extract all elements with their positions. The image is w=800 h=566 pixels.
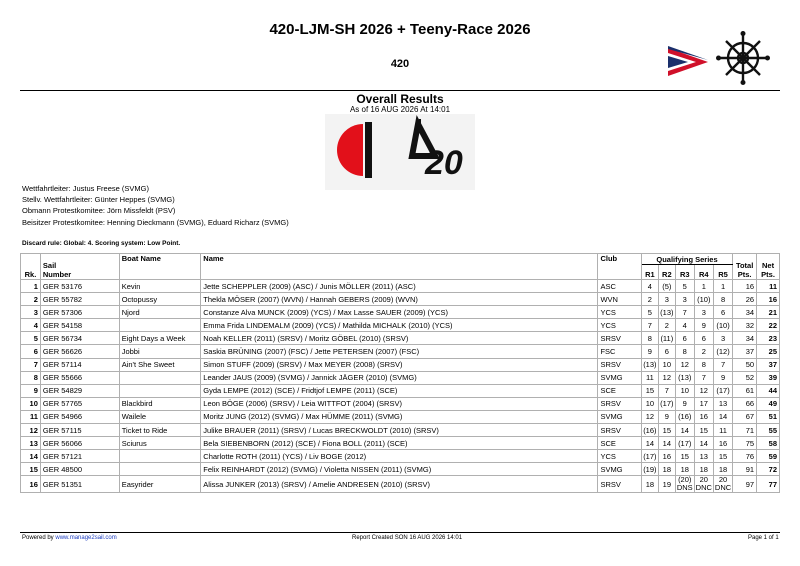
net-points-header: Net Pts. — [757, 254, 780, 280]
club-cell: YCS — [598, 319, 641, 332]
name-cell: Gyda LEMPE (2012) (SCE) / Fridtjof LEMPE (2011) (SCE) — [201, 384, 598, 397]
race-score-cell: 13 — [713, 397, 732, 410]
name-header: Name — [201, 254, 598, 280]
name-cell: Moritz JUNG (2012) (SVMG) / Max HÜMME (2011) (SVMG) — [201, 410, 598, 423]
results-heading: Overall Results — [356, 92, 444, 106]
race-score-cell: 8 — [694, 358, 713, 371]
sail-number-cell: GER 53176 — [40, 280, 119, 293]
race-score-cell: 4 — [675, 319, 694, 332]
sail-number-cell: GER 56734 — [40, 332, 119, 345]
boat-name-cell — [119, 371, 201, 384]
race-score-cell: 20 DNC — [714, 475, 732, 493]
total-points-cell: 26 — [733, 293, 757, 306]
name-cell: Charlotte ROTH (2011) (YCS) / Liv BOGE (2012) — [201, 450, 598, 463]
name-cell: Constanze Alva MUNCK (2009) (YCS) / Max Lasse SAUER (2009) (YCS) — [201, 306, 598, 319]
club-burgee-flag-icon — [668, 46, 710, 76]
results-table — [20, 253, 780, 493]
boat-name-cell: Eight Days a Week — [119, 332, 201, 345]
race-score-cell: 15 — [713, 450, 732, 463]
race-score-cell: 14 — [658, 437, 675, 450]
total-points-cell: 52 — [733, 371, 757, 384]
race-score-cell: (12) — [713, 345, 732, 358]
table-row — [21, 345, 780, 358]
boat-name-cell — [119, 319, 201, 332]
race-score-cell: 1 — [713, 280, 732, 293]
boat-name-cell: Blackbird — [119, 397, 201, 410]
race-score-cell: 18 — [694, 463, 713, 476]
table-row — [21, 463, 780, 476]
name-cell: Noah KELLER (2011) (SRSV) / Moritz GÖBEL (2010) (SRSV) — [201, 332, 598, 345]
race-score-cell: 17 — [694, 397, 713, 410]
race-score-cell: 7 — [713, 358, 732, 371]
name-cell: Simon STUFF (2009) (SRSV) / Max MEYER (2008) (SRSV) — [201, 358, 598, 371]
club-cell: SVMG — [598, 410, 641, 423]
table-row — [21, 319, 780, 332]
net-points-cell: 77 — [757, 476, 780, 493]
race-score-cell: 7 — [658, 384, 675, 397]
total-points-cell: 16 — [733, 280, 757, 293]
club-header: Club — [598, 254, 641, 280]
race-score-cell: 11 — [641, 371, 658, 384]
race-score-cell: 7 — [675, 306, 694, 319]
race-score-cell: 10 — [675, 384, 694, 397]
table-row — [21, 332, 780, 345]
race-score-cell: 2 — [658, 319, 675, 332]
sail-number-cell: GER 57115 — [40, 424, 119, 437]
net-points-cell: 59 — [757, 450, 780, 463]
race-score-cell: 15 — [641, 384, 658, 397]
race-score-cell: (17) — [675, 437, 694, 450]
race-score-cell: 15 — [658, 424, 675, 437]
boat-name-cell — [119, 384, 201, 397]
sail-number-cell: GER 48500 — [40, 463, 119, 476]
rank-cell: 3 — [21, 306, 41, 319]
race-score-cell: (17) — [641, 450, 658, 463]
race-score-cell: (5) — [658, 280, 675, 293]
name-cell: Leon BÖGE (2006) (SRSV) / Leia WITTFOT (2004) (SRSV) — [201, 397, 598, 410]
rank-cell: 16 — [21, 476, 41, 493]
race-score-cell: 18 — [713, 463, 732, 476]
powered-by: Powered by www.manage2sail.com — [22, 535, 117, 541]
race-score-cell: (19) — [641, 463, 658, 476]
club-cell: SVMG — [598, 463, 641, 476]
table-row — [21, 306, 780, 319]
club-cell: SVMG — [598, 371, 641, 384]
net-points-cell: 11 — [757, 280, 780, 293]
race-score-cell: 18 — [641, 476, 658, 493]
table-row — [21, 397, 780, 410]
race-score-cell: 5 — [641, 306, 658, 319]
race-score-cell: 14 — [641, 437, 658, 450]
total-points-cell: 71 — [733, 424, 757, 437]
race-score-cell: 18 — [658, 463, 675, 476]
race-score-cell: (16) — [675, 410, 694, 423]
race-score-cell: 19 — [658, 476, 675, 493]
net-points-cell: 25 — [757, 345, 780, 358]
race-score-cell: (20) DNS — [676, 475, 693, 493]
official-line: Stellv. Wettfahrtleiter: Günter Heppes (SVMG) — [22, 195, 175, 205]
table-row — [21, 384, 780, 397]
race-score-cell: 2 — [694, 345, 713, 358]
race-score-cell: 6 — [658, 345, 675, 358]
net-points-cell: 51 — [757, 410, 780, 423]
boat-name-header: Boat Name — [119, 254, 201, 280]
rank-cell: 11 — [21, 410, 41, 423]
net-points-cell: 49 — [757, 397, 780, 410]
total-points-cell: 67 — [733, 410, 757, 423]
sail-number-cell: GER 54829 — [40, 384, 119, 397]
race-score-cell: 15 — [675, 450, 694, 463]
sail-number-cell: GER 55666 — [40, 371, 119, 384]
boat-name-cell: Octopussy — [119, 293, 201, 306]
boat-name-cell: Jobbi — [119, 345, 201, 358]
club-cell: FSC — [598, 345, 641, 358]
regatta-title: 420-LJM-SH 2026 + Teeny-Race 2026 — [269, 21, 531, 38]
club-cell: WVN — [598, 293, 641, 306]
footer-divider — [20, 532, 780, 533]
race-score-cell: 14 — [713, 410, 732, 423]
rank-cell: 15 — [21, 463, 41, 476]
net-points-cell: 22 — [757, 319, 780, 332]
boat-name-cell — [119, 450, 201, 463]
race-score-cell: 13 — [694, 450, 713, 463]
name-cell: Saskia BRÜNING (2007) (FSC) / Jette PETERSEN (2007) (FSC) — [201, 345, 598, 358]
race-score-cell: 3 — [713, 332, 732, 345]
svg-text:20: 20 — [425, 144, 463, 182]
results-timestamp: As of 16 AUG 2026 At 14:01 — [349, 105, 451, 114]
race-score-cell: 16 — [658, 450, 675, 463]
race-score-cell: (11) — [658, 332, 675, 345]
page-number: Page 1 of 1 — [748, 535, 779, 541]
boat-name-cell: Ticket to Ride — [119, 424, 201, 437]
420-class-logo-icon — [325, 114, 475, 190]
race-score-cell: 11 — [713, 424, 732, 437]
table-row — [21, 476, 780, 493]
name-cell: Emma Frida LINDEMALM (2009) (YCS) / Mathilda MICHALK (2010) (YCS) — [201, 319, 598, 332]
race-score-cell: (13) — [641, 358, 658, 371]
table-row — [21, 437, 780, 450]
total-points-cell: 32 — [733, 319, 757, 332]
total-points-cell: 34 — [733, 306, 757, 319]
race-score-cell: 7 — [694, 371, 713, 384]
table-row — [21, 424, 780, 437]
club-cell: YCS — [598, 306, 641, 319]
club-cell: SCE — [598, 437, 641, 450]
race-score-cell: 9 — [675, 397, 694, 410]
race-score-cell: 9 — [713, 371, 732, 384]
total-points-cell: 50 — [733, 358, 757, 371]
official-line: Beisitzer Protestkomitee: Henning Dieckmann (SVMG), Eduard Richarz (SVMG) — [22, 217, 289, 227]
rank-cell: 5 — [21, 332, 41, 345]
race-score-cell: 2 — [641, 293, 658, 306]
table-row — [21, 371, 780, 384]
boat-name-cell: Easyrider — [119, 476, 201, 493]
qualifying-series-header: Qualifying Series — [641, 254, 732, 265]
race-score-cell: 10 — [658, 358, 675, 371]
race-score-cell: (13) — [658, 306, 675, 319]
sail-number-cell: GER 56066 — [40, 437, 119, 450]
official-line: Wettfahrtleiter: Justus Freese (SVMG) — [22, 184, 149, 193]
race-score-cell: 16 — [694, 410, 713, 423]
table-row — [21, 358, 780, 371]
header-divider — [20, 90, 780, 91]
table-row — [21, 450, 780, 463]
race-score-cell: 9 — [694, 319, 713, 332]
race-header: R2 — [658, 265, 675, 280]
club-cell: SCE — [598, 384, 641, 397]
boat-name-cell: Wailele — [119, 410, 201, 423]
race-score-cell: 5 — [675, 280, 694, 293]
race-score-cell: 3 — [694, 306, 713, 319]
race-score-cell: 6 — [675, 332, 694, 345]
race-score-cell: 12 — [694, 384, 713, 397]
race-score-cell: 14 — [694, 437, 713, 450]
race-score-cell: 1 — [694, 280, 713, 293]
official-line: Obmann Protestkomitee: Jörn Missfeldt (PSV) — [22, 206, 176, 216]
net-points-cell: 21 — [757, 306, 780, 319]
name-cell: Jette SCHEPPLER (2009) (ASC) / Junis MÖLLER (2011) (ASC) — [201, 280, 598, 293]
name-cell: Felix REINHARDT (2012) (SVMG) / Violetta NISSEN (2011) (SVMG) — [201, 463, 598, 476]
boat-name-cell: Sciurus — [119, 437, 201, 450]
race-score-cell: (10) — [694, 293, 713, 306]
sail-number-header: Sail Number — [40, 254, 119, 280]
net-points-cell: 23 — [757, 332, 780, 345]
total-points-header: Total Pts. — [733, 254, 757, 280]
net-points-cell: 44 — [757, 384, 780, 397]
race-header: R3 — [675, 265, 694, 280]
discard-rule: Discard rule: Global: 4. Scoring system: Low Point. — [22, 240, 181, 247]
race-score-cell: 3 — [658, 293, 675, 306]
race-score-cell: (17) — [658, 397, 675, 410]
boat-name-cell: Njord — [119, 306, 201, 319]
total-points-cell: 97 — [733, 476, 757, 493]
rank-cell: 4 — [21, 319, 41, 332]
ship-wheel-icon — [716, 30, 770, 86]
race-score-cell: 8 — [675, 345, 694, 358]
report-created: Report Created SON 16 AUG 2026 14:01 — [352, 535, 463, 541]
net-points-cell: 58 — [757, 437, 780, 450]
sail-number-cell: GER 54966 — [40, 410, 119, 423]
race-score-cell: 4 — [641, 280, 658, 293]
sail-number-cell: GER 57121 — [40, 450, 119, 463]
race-score-cell: 12 — [658, 371, 675, 384]
race-score-cell: 9 — [658, 410, 675, 423]
race-score-cell: 18 — [675, 463, 694, 476]
race-score-cell: 3 — [675, 293, 694, 306]
table-row — [21, 293, 780, 306]
rank-cell: 7 — [21, 358, 41, 371]
table-row — [21, 280, 780, 293]
boat-name-cell: Ain't She Sweet — [119, 358, 201, 371]
club-cell: YCS — [598, 450, 641, 463]
race-score-cell: (10) — [713, 319, 732, 332]
sail-number-cell: GER 57765 — [40, 397, 119, 410]
name-cell: Julike BRAUER (2011) (SRSV) / Lucas BRECKWOLDT (2010) (SRSV) — [201, 424, 598, 437]
race-score-cell: 8 — [713, 293, 732, 306]
total-points-cell: 61 — [733, 384, 757, 397]
race-score-cell: 15 — [694, 424, 713, 437]
race-score-cell: 6 — [694, 332, 713, 345]
sail-number-cell: GER 57306 — [40, 306, 119, 319]
club-cell: SRSV — [598, 397, 641, 410]
net-points-cell: 39 — [757, 371, 780, 384]
rank-cell: 13 — [21, 437, 41, 450]
rank-cell: 1 — [21, 280, 41, 293]
race-score-cell: (13) — [675, 371, 694, 384]
table-row — [21, 410, 780, 423]
race-header: R1 — [641, 265, 658, 280]
sail-number-cell: GER 51351 — [40, 476, 119, 493]
club-cell: SRSV — [598, 424, 641, 437]
race-score-cell: 12 — [675, 358, 694, 371]
name-cell: Thekla MÖSER (2007) (WVN) / Hannah GEBERS (2009) (WVN) — [201, 293, 598, 306]
club-cell: SRSV — [598, 332, 641, 345]
race-score-cell: 14 — [675, 424, 694, 437]
boat-name-cell — [119, 463, 201, 476]
race-score-cell: 20 DNC — [695, 475, 712, 493]
rank-header: Rk. — [21, 254, 41, 280]
total-points-cell: 91 — [733, 463, 757, 476]
rank-cell: 6 — [21, 345, 41, 358]
officials-list — [22, 183, 289, 228]
race-score-cell: 7 — [641, 319, 658, 332]
rank-cell: 12 — [21, 424, 41, 437]
club-cell: SRSV — [598, 358, 641, 371]
race-score-cell: 6 — [713, 306, 732, 319]
net-points-cell: 37 — [757, 358, 780, 371]
rank-cell: 10 — [21, 397, 41, 410]
rank-cell: 2 — [21, 293, 41, 306]
race-score-cell: (16) — [641, 424, 658, 437]
club-cell: SRSV — [598, 476, 641, 493]
total-points-cell: 75 — [733, 437, 757, 450]
rank-cell: 8 — [21, 371, 41, 384]
sail-number-cell: GER 54158 — [40, 319, 119, 332]
race-score-cell: 12 — [641, 410, 658, 423]
race-score-cell: 8 — [641, 332, 658, 345]
race-score-cell: 9 — [641, 345, 658, 358]
manage2sail-link[interactable]: www.manage2sail.com — [55, 535, 117, 541]
name-cell: Alissa JUNKER (2013) (SRSV) / Amelie ANDRESEN (2010) (SRSV) — [201, 476, 598, 493]
race-score-cell: 10 — [641, 397, 658, 410]
total-points-cell: 34 — [733, 332, 757, 345]
net-points-cell: 55 — [757, 424, 780, 437]
class-name: 420 — [390, 58, 410, 70]
race-score-cell: 16 — [713, 437, 732, 450]
race-score-cell: (17) — [713, 384, 732, 397]
race-header: R4 — [694, 265, 713, 280]
boat-name-cell: Kevin — [119, 280, 201, 293]
club-cell: ASC — [598, 280, 641, 293]
name-cell: Bela SIEBENBORN (2012) (SCE) / Fiona BOLL (2011) (SCE) — [201, 437, 598, 450]
name-cell: Leander JAUS (2009) (SVMG) / Jannick JÄGER (2010) (SVMG) — [201, 371, 598, 384]
rank-cell: 14 — [21, 450, 41, 463]
sail-number-cell: GER 57114 — [40, 358, 119, 371]
sail-number-cell: GER 56626 — [40, 345, 119, 358]
total-points-cell: 66 — [733, 397, 757, 410]
total-points-cell: 76 — [733, 450, 757, 463]
race-header: R5 — [713, 265, 732, 280]
net-points-cell: 16 — [757, 293, 780, 306]
rank-cell: 9 — [21, 384, 41, 397]
sail-number-cell: GER 55782 — [40, 293, 119, 306]
net-points-cell: 72 — [757, 463, 780, 476]
total-points-cell: 37 — [733, 345, 757, 358]
